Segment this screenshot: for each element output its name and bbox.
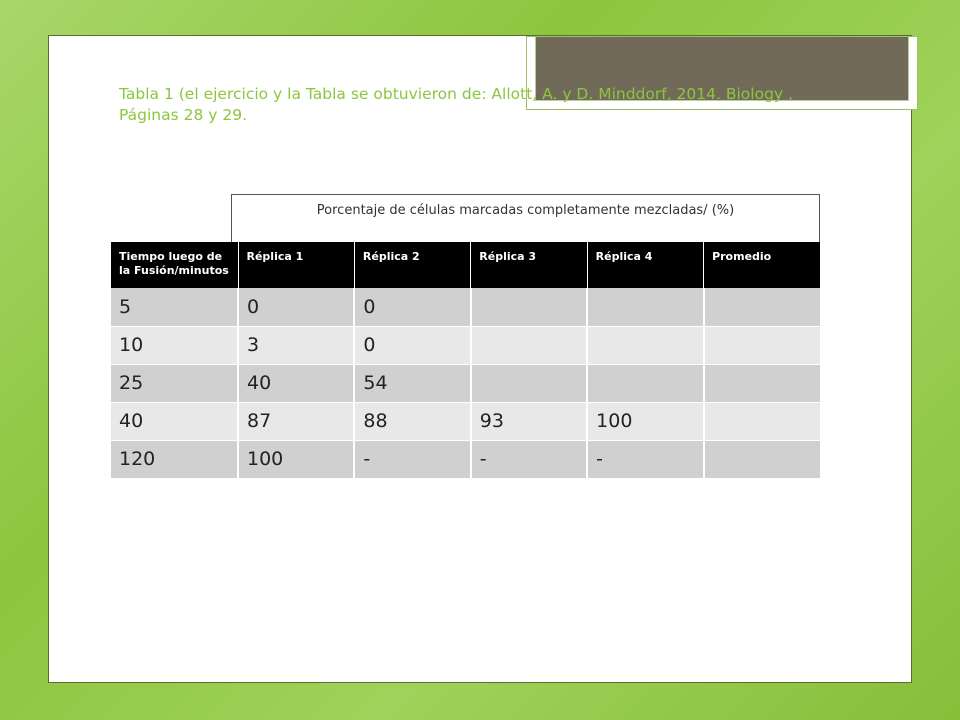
table-cell: 120 [111, 440, 238, 478]
table-cell: 3 [238, 326, 354, 364]
column-header-average: Promedio [704, 242, 820, 288]
table-header-row [111, 242, 820, 288]
column-header-replica-4: Réplica 4 [587, 242, 703, 288]
column-header-replica-2: Réplica 2 [354, 242, 470, 288]
table-cell [587, 364, 703, 402]
table-cell: 10 [111, 326, 238, 364]
table-cell [471, 364, 587, 402]
table-cell [471, 326, 587, 364]
table-cell: 54 [354, 364, 470, 402]
table-cell: 0 [354, 326, 470, 364]
table-cell: 40 [238, 364, 354, 402]
table-cell: - [354, 440, 470, 478]
table-cell: 5 [111, 288, 238, 326]
table-cell [704, 288, 820, 326]
table-cell [704, 364, 820, 402]
table-cell: - [587, 440, 703, 478]
table-super-header: Porcentaje de células marcadas completamente mezcladas/ (%) [231, 194, 820, 242]
table-cell: - [471, 440, 587, 478]
table-cell: 88 [354, 402, 470, 440]
table-cell [704, 402, 820, 440]
column-header-time: Tiempo luego de la Fusión/minutos [111, 242, 238, 288]
table-cell: 93 [471, 402, 587, 440]
table-cell [471, 288, 587, 326]
table-row [111, 440, 820, 478]
table-cell [587, 326, 703, 364]
data-table [111, 242, 820, 479]
table-cell: 40 [111, 402, 238, 440]
column-header-replica-3: Réplica 3 [471, 242, 587, 288]
slide-title: Tabla 1 (el ejercicio y la Tabla se obtuvieron de: Allott, A. y D. Minddorf, 2014. Biology , Páginas 28 y 29. [119, 85, 793, 124]
table-cell: 0 [354, 288, 470, 326]
column-header-replica-1: Réplica 1 [238, 242, 354, 288]
table-row [111, 326, 820, 364]
table-cell: 100 [587, 402, 703, 440]
table-cell [704, 440, 820, 478]
table-cell: 25 [111, 364, 238, 402]
table-row [111, 288, 820, 326]
table-cell [587, 288, 703, 326]
table-cell: 100 [238, 440, 354, 478]
table-cell: 87 [238, 402, 354, 440]
table-cell [704, 326, 820, 364]
table-row [111, 364, 820, 402]
table-cell: 0 [238, 288, 354, 326]
table-row [111, 402, 820, 440]
